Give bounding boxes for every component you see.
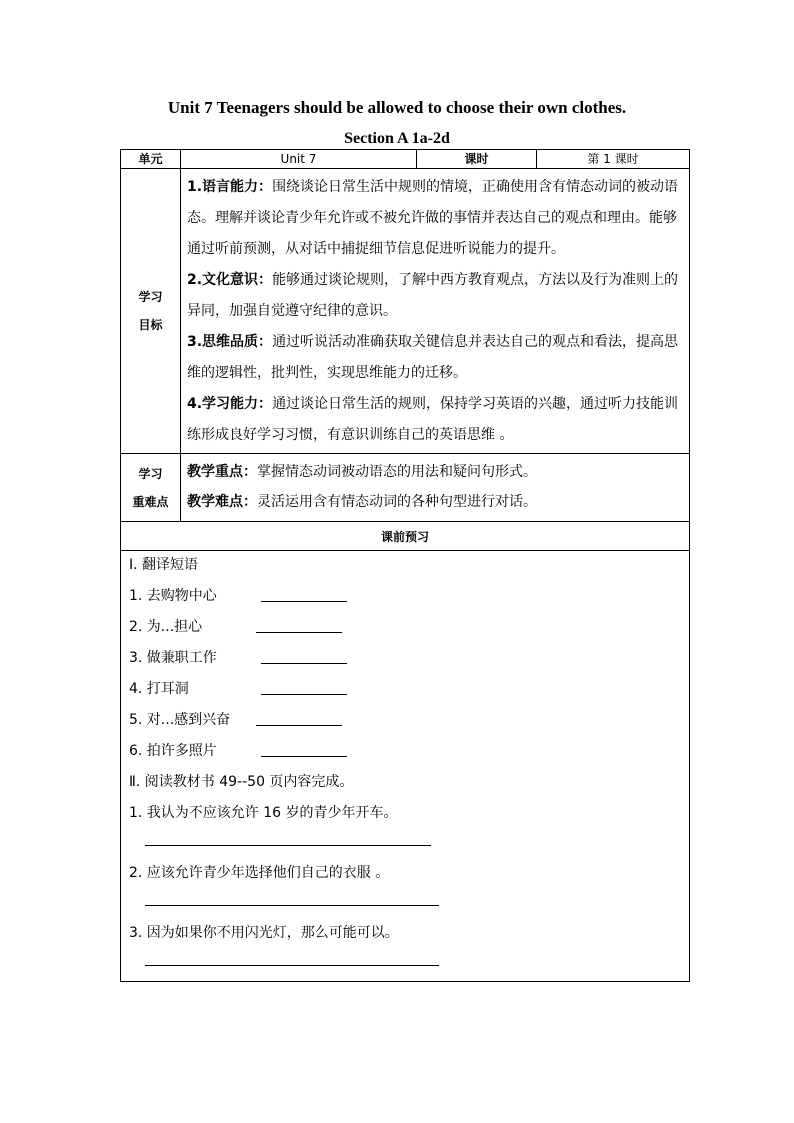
lesson-value: 第 1 课时 — [537, 150, 690, 169]
sentence-item: 2. 应该允许青少年选择他们自己的衣服 。 — [129, 865, 390, 881]
answer-blank[interactable] — [256, 725, 342, 726]
teaching-difficulty: 教学难点：灵活运用含有情态动词的各种句型进行对话。 — [187, 494, 537, 510]
preview-title-row — [121, 522, 690, 551]
objectives-label — [121, 169, 181, 454]
page-title: Unit 7 Teenagers should be allowed to choose their own clothes. — [167, 98, 627, 117]
preview-content — [121, 551, 690, 982]
sentence-item: 3. 因为如果你不用闪光灯，那么可能可以。 — [129, 925, 399, 941]
phrase-item: 1. 去购物中心 — [129, 588, 217, 604]
key-points-label-line2: 重难点 — [132, 494, 169, 509]
unit-label: 单元 — [121, 150, 181, 169]
objectives-row — [121, 169, 690, 454]
preview-content-row — [121, 551, 690, 982]
answer-blank[interactable] — [261, 756, 347, 757]
part1-heading: Ⅰ. 翻译短语 — [129, 557, 199, 573]
preview-title: 课前预习 — [121, 522, 690, 551]
key-points-content — [181, 454, 690, 522]
objectives-content — [181, 169, 690, 454]
teaching-focus: 教学重点：掌握情态动词被动语态的用法和疑问句形式。 — [187, 464, 537, 480]
objective-item: 2.文化意识：能够通过谈论规则，了解中西方教育观点，方法以及行为准则上的异同，加强自觉遵守纪律的意识。 — [187, 272, 679, 319]
key-points-row — [121, 454, 690, 522]
unit-value: Unit 7 — [181, 150, 417, 169]
objective-item: 1.语言能力：围绕谈论日常生活中规则的情境，正确使用含有情态动词的被动语态。理解并谈论青少年允许或不被允许做的事情并表达自己的观点和理由。能够通过听前预测，从对话中捕捉细节信息促进听说能力的提升。 — [187, 179, 679, 257]
key-points-label-line1: 学习 — [138, 466, 163, 481]
objectives-label-line2: 目标 — [138, 318, 163, 332]
answer-blank[interactable] — [261, 694, 347, 695]
header-row — [121, 150, 690, 169]
phrase-item: 6. 拍许多照片 — [129, 743, 217, 759]
phrase-item: 5. 对...感到兴奋 — [129, 712, 231, 728]
objectives-label-line1: 学习 — [138, 290, 163, 304]
answer-line[interactable] — [145, 845, 431, 846]
answer-blank[interactable] — [256, 632, 342, 633]
answer-line[interactable] — [145, 965, 439, 966]
phrase-item: 4. 打耳洞 — [129, 681, 189, 697]
key-points-label — [121, 454, 181, 522]
lesson-label: 课时 — [417, 150, 537, 169]
phrase-item: 2. 为...担心 — [129, 619, 203, 635]
answer-line[interactable] — [145, 905, 439, 906]
objective-item: 4.学习能力：通过谈论日常生活的规则，保持学习英语的兴趣，通过听力技能训练形成良好学习习惯，有意识训练自己的英语思维 。 — [187, 396, 679, 443]
answer-blank[interactable] — [261, 663, 347, 664]
part2-heading: Ⅱ. 阅读教材书 49--50 页内容完成。 — [129, 774, 354, 790]
sentence-item: 1. 我认为不应该允许 16 岁的青少年开车。 — [129, 805, 398, 821]
answer-blank[interactable] — [261, 601, 347, 602]
objective-item: 3.思维品质：通过听说活动准确获取关键信息并表达自己的观点和看法，提高思维的逻辑性，批判性，实现思维能力的迁移。 — [187, 334, 679, 381]
phrase-item: 3. 做兼职工作 — [129, 650, 217, 666]
page-subtitle: Section A 1a-2d — [344, 130, 450, 147]
lesson-plan-table — [120, 149, 690, 982]
